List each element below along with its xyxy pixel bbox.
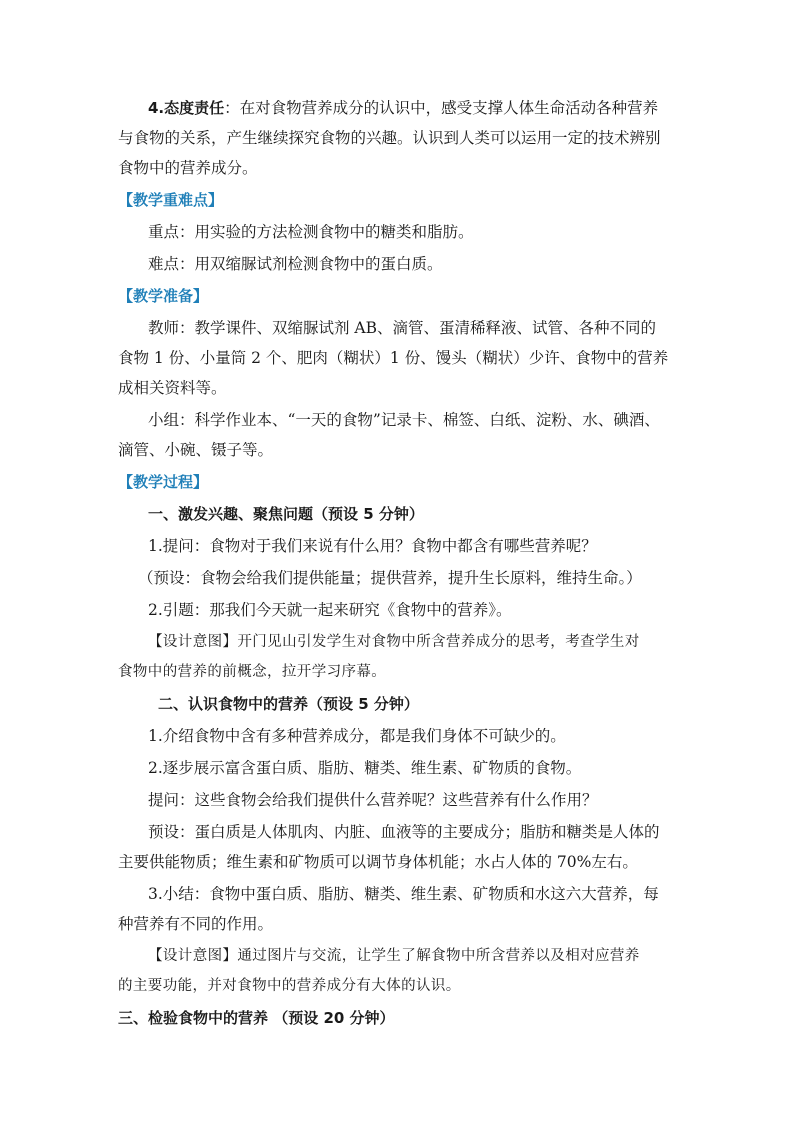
section2-question: 提问：这些食物会给我们提供什么营养呢？这些营养有什么作用？ bbox=[148, 791, 598, 809]
key-points-heading: 【教学重难点】 bbox=[118, 191, 224, 209]
prep-teacher-line-2: 食物 1 份、小量筒 2 个、肥肉（糊状）1 份、馒头（糊状）少许、食物中的营养 bbox=[118, 349, 669, 367]
section2-design-line-1: 【设计意图】通过图片与交流，让学生了解食物中所含营养以及相对应营养 bbox=[148, 948, 640, 964]
prep-teacher-line-1: 教师：教学课件、双缩脲试剂 AB、滴管、蛋清稀释液、试管、各种不同的 bbox=[148, 319, 657, 337]
attitude-text-1: ：在对食物营养成分的认识中，感受支撑人体生命活动各种营养 bbox=[224, 99, 659, 117]
section1-item1: 1.提问：食物对于我们来说有什么用？食物中都含有哪些营养呢？ bbox=[148, 537, 597, 555]
attitude-line-1 bbox=[148, 98, 658, 118]
section1-design-line-2: 食物中的营养的前概念，拉开学习序幕。 bbox=[118, 664, 387, 680]
prep-group-line-1: 小组：科学作业本、“一天的食物”记录卡、棉签、白纸、淀粉、水、碘酒、 bbox=[148, 411, 660, 429]
section2-preset-line-2: 主要供能物质；维生素和矿物质可以调节身体机能；水占人体的 70%左右。 bbox=[118, 853, 638, 871]
section2-preset-line-1: 预设：蛋白质是人体肌肉、内脏、血液等的主要成分；脂肪和糖类是人体的 bbox=[148, 823, 660, 841]
section1-item1-preset: （预设：食物会给我们提供能量；提供营养，提升生长原料，维持生命。） bbox=[138, 569, 642, 587]
section1-title: 一、激发兴趣、聚焦问题（预设 5 分钟） bbox=[148, 505, 424, 523]
section1-design-line-1: 【设计意图】开门见山引发学生对食物中所含营养成分的思考，考查学生对 bbox=[148, 634, 640, 650]
prep-teacher-line-3: 成相关资料等。 bbox=[118, 379, 227, 397]
section2-item2: 2.逐步展示富含蛋白质、脂肪、糖类、维生素、矿物质的食物。 bbox=[148, 759, 582, 777]
attitude-label: 4.态度责任 bbox=[148, 99, 225, 117]
process-heading: 【教学过程】 bbox=[118, 473, 209, 491]
section1-item2: 2.引题：那我们今天就一起来研究《食物中的营养》。 bbox=[148, 601, 512, 619]
section2-design-line-2: 的主要功能，并对食物中的营养成分有大体的认识。 bbox=[118, 978, 461, 994]
section3-title: 三、检验食物中的营养 （预设 20 分钟） bbox=[118, 1009, 395, 1027]
attitude-line-3: 食物中的营养成分。 bbox=[118, 159, 258, 177]
section2-item3-line-2: 种营养有不同的作用。 bbox=[118, 915, 274, 933]
section2-item1: 1.介绍食物中含有多种营养成分，都是我们身体不可缺少的。 bbox=[148, 727, 566, 745]
key-difficulty: 难点：用双缩脲试剂检测食物中的蛋白质。 bbox=[148, 255, 443, 273]
key-focus: 重点：用实验的方法检测食物中的糖类和脂肪。 bbox=[148, 223, 474, 241]
section2-item3-line-1: 3.小结：食物中蛋白质、脂肪、糖类、维生素、矿物质和水这六大营养，每 bbox=[148, 885, 659, 903]
section2-title: 二、认识食物中的营养（预设 5 分钟） bbox=[158, 695, 419, 713]
prep-group-line-2: 滴管、小碗、镊子等。 bbox=[118, 441, 274, 459]
attitude-line-2: 与食物的关系，产生继续探究食物的兴趣。认识到人类可以运用一定的技术辨别 bbox=[118, 129, 661, 147]
preparation-heading: 【教学准备】 bbox=[118, 287, 209, 305]
